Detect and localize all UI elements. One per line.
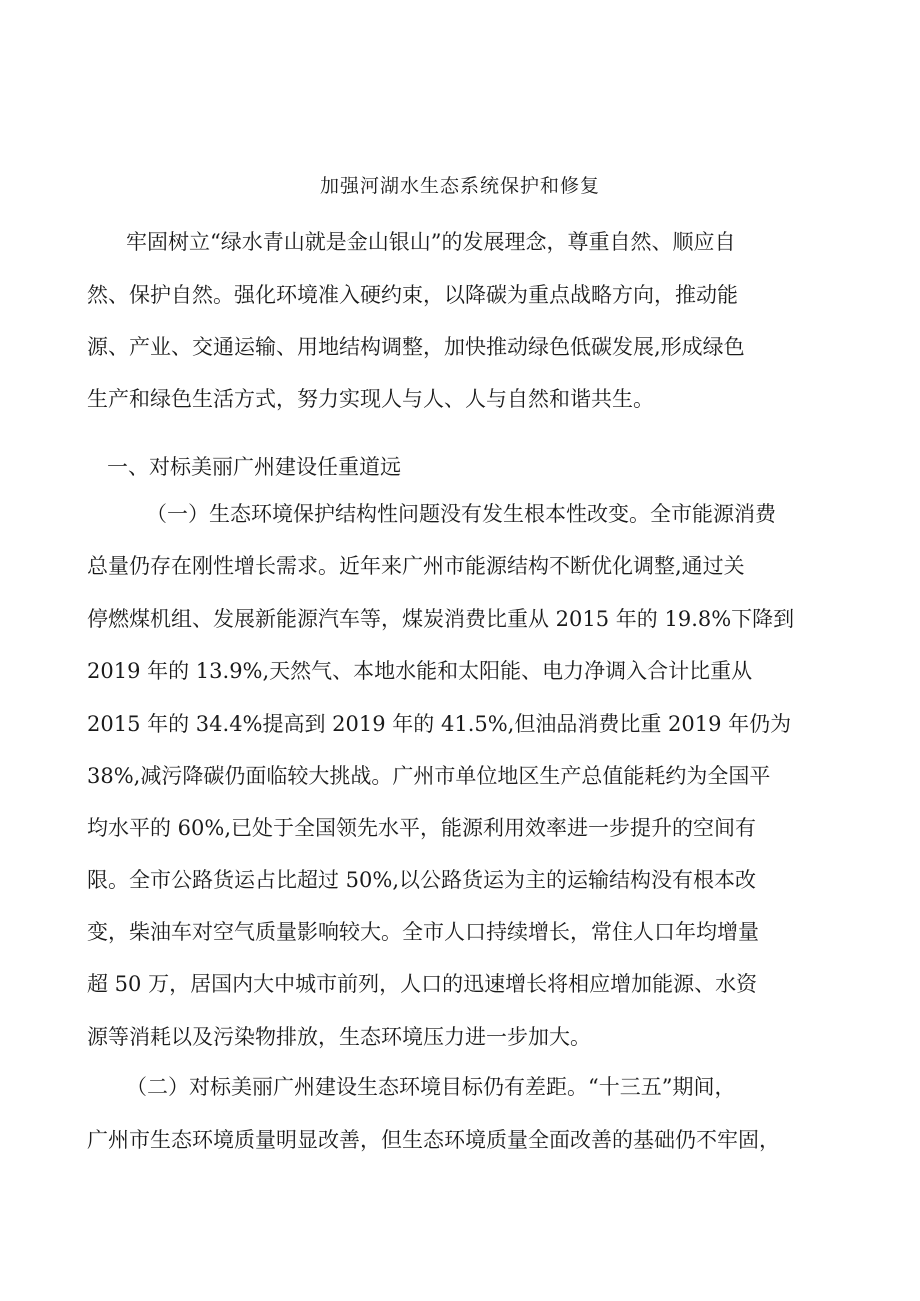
intro-line-2: 然、保护自然。强化环境准入硬约束，以降碳为重点战略方向，推动能 [87,283,738,307]
paragraph-one-line-11: 源等消耗以及污染物排放，生态环境压力进一步加大。 [87,1025,591,1049]
paragraph-one-line-10: 超 50 万，居国内大中城市前列，人口的迅速增长将相应增加能源、水资 [87,972,758,996]
paragraph-one-line-6: 38%,减污降碳仍面临较大挑战。广州市单位地区生产总值能耗约为全国平 [87,764,771,788]
paragraph-one-line-9: 变，柴油车对空气质量影响较大。全市人口持续增长，常住人口年均增量 [87,920,759,944]
paragraph-one-line-4: 2019 年的 13.9%,天然气、本地水能和太阳能、电力净调入合计比重从 [87,659,753,683]
paragraph-one-line-3: 停燃煤机组、发展新能源汽车等，煤炭消费比重从 2015 年的 19.8%下降到 [87,607,795,631]
intro-line-1: 牢固树立“绿水青山就是金山银山”的发展理念，尊重自然、顺应自 [126,230,736,254]
intro-line-3: 源、产业、交通运输、用地结构调整，加快推动绿色低碳发展,形成绿色 [87,335,745,359]
paragraph-one-line-1: （一）生态环境保护结构性问题没有发生根本性改变。全市能源消费 [146,502,776,526]
paragraph-one-line-2: 总量仍存在刚性增长需求。近年来广州市能源结构不断优化调整,通过关 [87,554,745,578]
paragraph-two-line-2: 广州市生态环境质量明显改善，但生态环境质量全面改善的基础仍不牢固， [87,1128,780,1152]
paragraph-one-line-8: 限。全市公路货运占比超过 50%,以公路货运为主的运输结构没有根本改 [87,868,757,892]
section-heading: 一、对标美丽广州建设任重道远 [107,455,401,479]
intro-line-4: 生产和绿色生活方式，努力实现人与人、人与自然和谐共生。 [87,387,654,411]
paragraph-one-line-5: 2015 年的 34.4%提高到 2019 年的 41.5%,但油品消费比重 2019 年仍为 [87,712,792,736]
paragraph-one-line-7: 均水平的 60%,已处于全国领先水平，能源利用效率进一步提升的空间有 [87,816,757,840]
paragraph-two-line-1: （二）对标美丽广州建设生态环境目标仍有差距。“十三五”期间， [126,1075,736,1099]
document-title: 加强河湖水生态系统保护和修复 [319,175,600,197]
